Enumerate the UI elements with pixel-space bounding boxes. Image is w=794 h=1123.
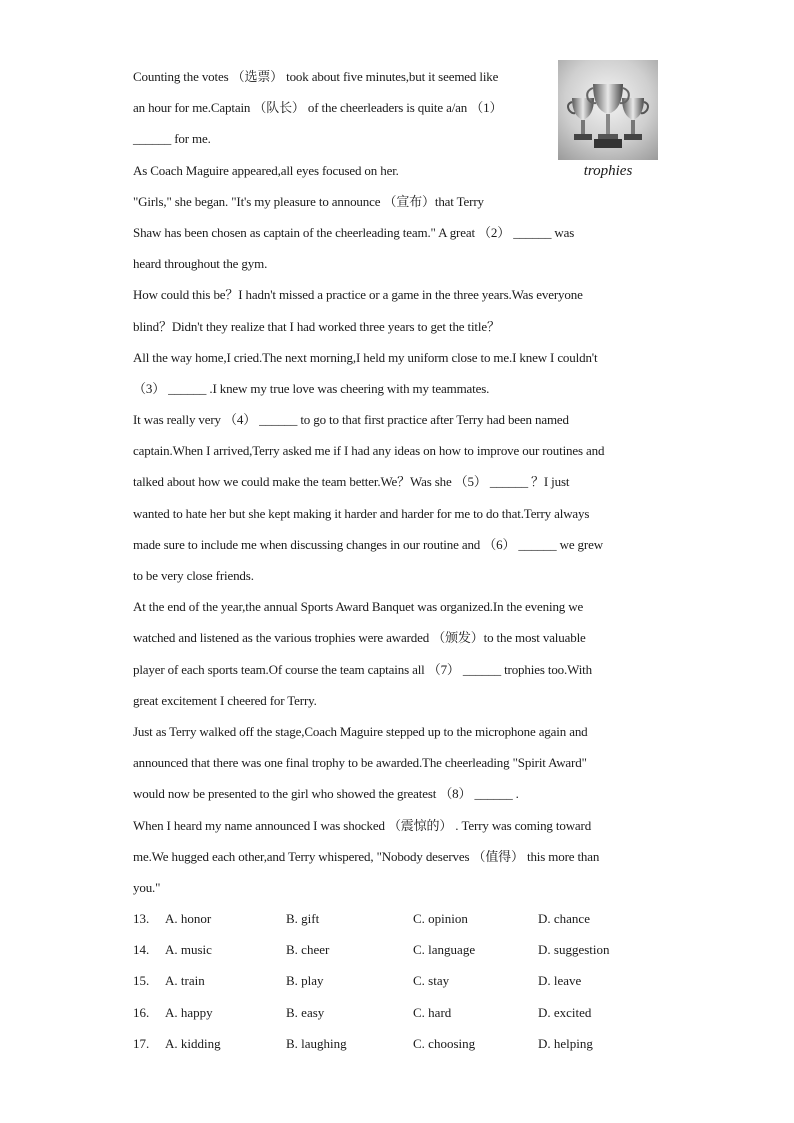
passage-line: Counting the votes （选票） took about five minutes,but it seemed like <box>133 69 499 84</box>
passage-line: As Coach Maguire appeared,all eyes focused on her. <box>133 162 399 178</box>
figure-caption: trophies <box>583 163 633 179</box>
passage-line: captain.When I arrived,Terry asked me if I had any ideas on how to improve our routines and <box>133 443 605 459</box>
option-b: B. cheer <box>286 942 330 958</box>
option-b: B. easy <box>286 1004 325 1020</box>
passage-line: "Girls," she began. "It's my pleasure to announce （宣布）that Terry <box>133 193 484 209</box>
question-row <box>133 934 673 965</box>
option-d: D. helping <box>538 1035 593 1051</box>
option-d: D. excited <box>538 1004 592 1020</box>
passage-line: made sure to include me when discussing changes in our routine and （6） ______ we grew <box>133 536 603 552</box>
option-d: D. suggestion <box>538 942 610 958</box>
passage-line: talked about how we could make the team better.We？Was she （5） ______ ？I just <box>133 474 570 490</box>
option-c: C. hard <box>413 1004 452 1020</box>
question-number: 15. <box>133 973 150 989</box>
passage-line: heard throughout the gym. <box>133 256 268 272</box>
answer-options <box>133 903 673 1059</box>
passage-line: How could this be？I hadn't missed a practice or a game in the three years.Was everyone <box>133 287 583 303</box>
option-d: D. chance <box>538 911 590 926</box>
question-row <box>133 1028 673 1059</box>
passage-line: wanted to hate her but she kept making it harder and harder for me to do that.Terry always <box>133 505 590 521</box>
passage-line: watched and listened as the various trophies were awarded （颁发）to the most valuable <box>133 630 586 646</box>
option-c: C. language <box>413 942 476 958</box>
option-a: A. kidding <box>165 1035 221 1051</box>
option-b: B. play <box>286 973 324 989</box>
option-c: C. choosing <box>413 1035 476 1051</box>
question-number: 13. <box>133 911 150 926</box>
passage-line: （3） ______ .I knew my true love was cheering with my teammates. <box>133 380 490 396</box>
option-b: B. laughing <box>286 1035 347 1051</box>
passage-line: me.We hugged each other,and Terry whispered, "Nobody deserves （值得） this more than <box>133 848 600 864</box>
passage-line: ______ for me. <box>133 131 211 147</box>
passage-line: blind？Didn't they realize that I had worked three years to get the title？ <box>133 318 500 334</box>
passage-line: you." <box>133 879 161 895</box>
passage-line: player of each sports team.Of course the team captains all （7） ______ trophies too.With <box>133 661 592 677</box>
option-c: C. stay <box>413 973 450 989</box>
passage-line: great excitement I cheered for Terry. <box>133 692 317 708</box>
passage-line: Shaw has been chosen as captain of the cheerleading team." A great （2） ______ was <box>133 224 575 240</box>
passage-line: At the end of the year,the annual Sports Award Banquet was organized.In the evening we <box>133 599 584 615</box>
question-number: 16. <box>133 1004 150 1020</box>
option-a: A. honor <box>165 911 212 926</box>
question-row <box>133 965 673 996</box>
option-c: C. opinion <box>413 911 468 926</box>
passage <box>133 61 665 903</box>
question-number: 14. <box>133 942 150 958</box>
passage-line: an hour for me.Captain （队长） of the cheerleaders is quite a/an （1） <box>133 100 503 116</box>
option-a: A. happy <box>165 1004 213 1020</box>
passage-line: It was really very （4） ______ to go to that first practice after Terry had been named <box>133 412 569 428</box>
question-row <box>133 997 673 1028</box>
question-row <box>133 903 673 934</box>
question-number: 17. <box>133 1035 150 1051</box>
passage-line: announced that there was one final trophy to be awarded.The cheerleading "Spirit Award" <box>133 755 587 771</box>
option-a: A. train <box>165 973 205 989</box>
passage-line: to be very close friends. <box>133 568 254 583</box>
passage-line: would now be presented to the girl who showed the greatest （8） ______ . <box>133 786 519 802</box>
option-a: A. music <box>165 942 212 958</box>
passage-line: When I heard my name announced I was shocked （震惊的） . Terry was coming toward <box>133 817 592 833</box>
option-d: D. leave <box>538 973 582 989</box>
passage-line: Just as Terry walked off the stage,Coach Maguire stepped up to the microphone again and <box>133 723 588 739</box>
passage-line: All the way home,I cried.The next morning,I held my uniform close to me.I knew I couldn't <box>133 349 598 365</box>
option-b: B. gift <box>286 911 320 926</box>
